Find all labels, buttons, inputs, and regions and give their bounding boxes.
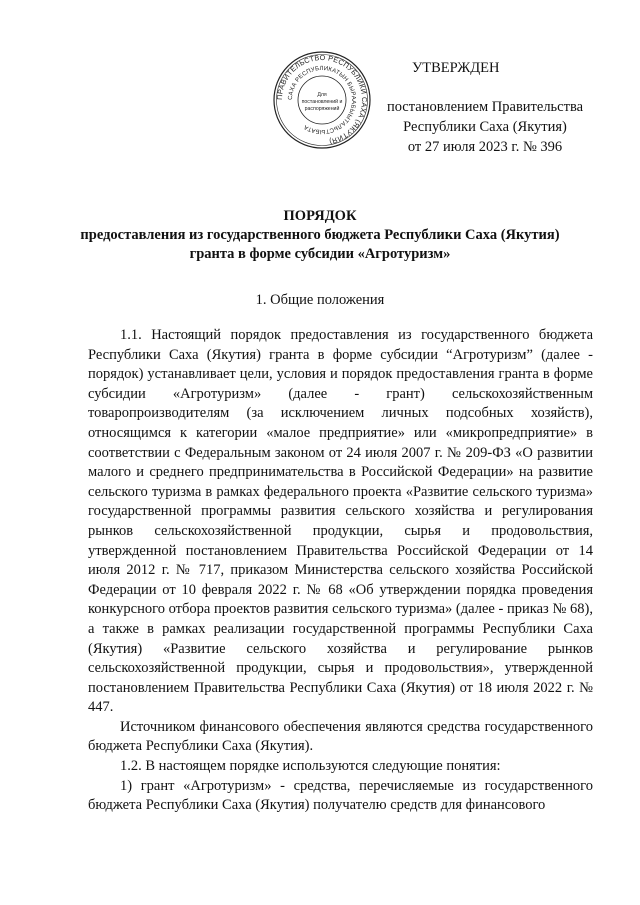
stamp-outer-text: ПРАВИТЕЛЬСТВО РЕСПУБЛИКИ САХА (ЯКУТИЯ) xyxy=(274,52,370,147)
document-title xyxy=(60,207,580,264)
paragraph-1-2: 1.2. В настоящем порядке используются следующие понятия: xyxy=(120,758,501,775)
stamp-center-line1: Для xyxy=(317,92,327,98)
approval-line-3: от 27 июля 2023 г. № 396 xyxy=(407,139,563,155)
title-line-2: предоставления из государственного бюджета Республики Саха (Якутия) xyxy=(80,227,560,243)
paragraph-1-1: 1.1. Настоящий порядок предоставления из государственного бюджета Республики Саха (Якутия) гранта в форме субсидии “Агротуризм” (далее - порядок) устанавливает цели, условия и порядок предоставления гранта в форме субсидии «Агротуризм» (далее - грант) сельскохозяйственным товаропроизводителям (за исключением личных подсобных хозяйств), относящимся к категории «малое предприятие» или «микропредприятие» в соответствии с Федеральным законом от 24 июля 2007 г. № 209-ФЗ «О развитии малого и среднего предпринимательства в Российской Федерации» на развитие сельского туризма в рамках федерального проекта «Развитие сельского туризма» государственной программы развития сельского хозяйства и регулирования рынков сельскохозяйственной продукции, сырья и продовольствия, утвержденной постановлением Правительства Российской Федерации от 14 июля 2012 г. № 717, приказом Министерства сельского хозяйства Российской Федерации от 10 февраля 2022 г. № 68 «Об утверждении порядка проведения конкурсного отбора проектов развития сельского туризма» (далее - приказ № 68), а также в рамках реализации государственной программы Республики Саха (Якутия) «Развитие сельского хозяйства и регулирование рынков сельскохозяйственной продукции, сырья и продовольствия», утвержденной постановлением Правительства Республики Саха (Якутия) от 18 июля 2022 г. № 447. xyxy=(88,327,593,716)
stamp-inner-text: САХА РЕСПУБЛИКАТЫН БЫРААБЫЫТАЛЬСТЫБАТА xyxy=(287,65,357,135)
title-line-3: гранта в форме субсидии «Агротуризм» xyxy=(189,246,451,262)
title-line-1: ПОРЯДОК xyxy=(283,208,357,224)
approval-heading: УТВЕРЖДЕН xyxy=(412,60,500,76)
section-heading: 1. Общие положения xyxy=(255,292,385,308)
paragraph-funding: Источником финансового обеспечения являются средства государственного бюджета Республики Саха (Якутия). xyxy=(88,718,593,755)
official-seal-stamp xyxy=(272,50,372,150)
stamp-center-line2: постановлений и xyxy=(301,99,343,105)
stamp-center-line3: распоряжений xyxy=(304,106,340,112)
section-body xyxy=(88,326,593,816)
paragraph-definition-1: 1) грант «Агротуризм» - средства, перечисляемые из государственного бюджета Республики Саха (Якутия) получателю средств для финансового xyxy=(88,777,593,814)
approval-line-2: Республики Саха (Якутия) xyxy=(403,119,567,135)
approval-line-1: постановлением Правительства xyxy=(386,99,584,115)
approval-block xyxy=(360,58,610,157)
